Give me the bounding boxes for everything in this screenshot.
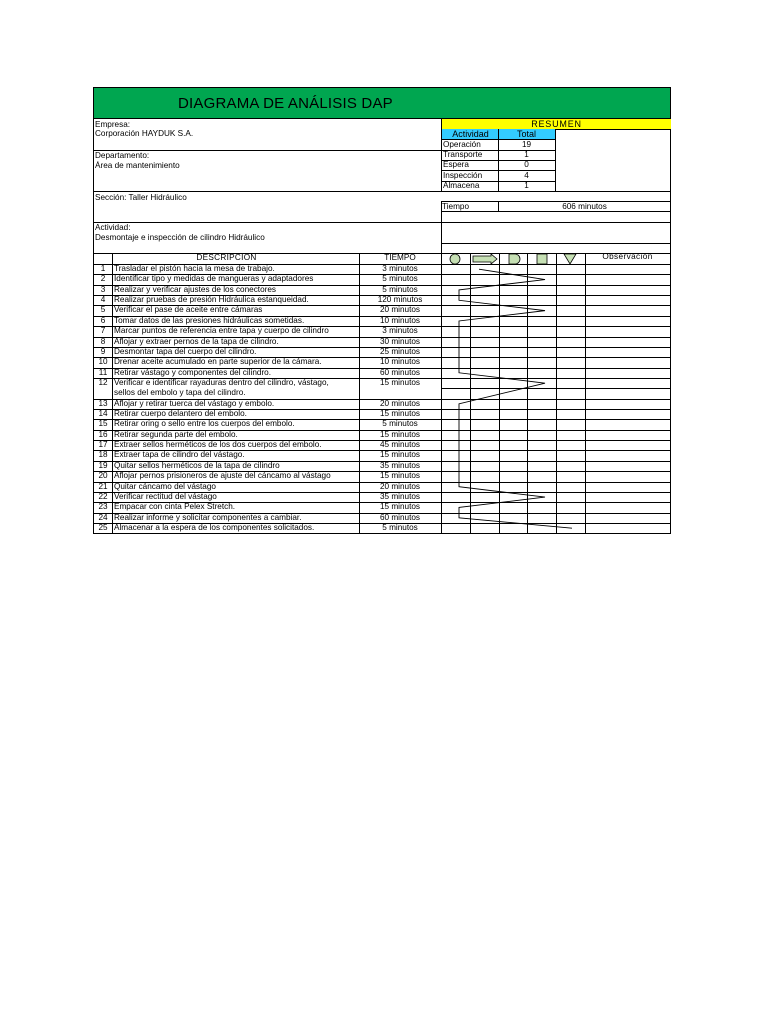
step-description: Quitar sellos herméticos de la tapa de cilindro: [114, 460, 280, 470]
step-time: 35 minutos: [379, 460, 421, 470]
step-number: 1: [100, 264, 106, 273]
step-description: Desmontar tapa del cuerpo del cilindro.: [114, 346, 257, 356]
resumen-row-name: Inspección: [443, 170, 483, 180]
step-time: 15 minutos: [379, 377, 421, 387]
resumen-row-name: Espera: [443, 160, 469, 170]
step-time: 5 minutos: [382, 523, 418, 532]
step-number: 14: [98, 409, 108, 419]
step-number: 11: [98, 367, 108, 377]
tiempo-value: 606 minutos: [562, 202, 607, 211]
step-description: Extraer tapa de cilindro del vástago.: [114, 450, 245, 460]
departamento-value: Área de mantenimiento: [95, 161, 180, 170]
step-time: 30 minutos: [379, 336, 421, 346]
step-description: Retirar cuerpo delantero del embolo.: [114, 409, 247, 419]
step-number: 19: [98, 460, 108, 470]
step-description: Quitar cáncamo del vástago: [114, 481, 216, 491]
resumen-label: RESUMEN: [531, 119, 582, 129]
empresa-label: Empresa:: [95, 120, 131, 129]
step-description: Tomar datos de las presiones hidráulicas sometidas.: [114, 315, 305, 325]
step-time: 15 minutos: [379, 429, 421, 439]
step-time: 3 minutos: [382, 264, 418, 273]
step-description: Realizar informe y solicitar componentes a cambiar.: [114, 512, 302, 522]
step-number: 17: [98, 440, 108, 450]
header-observacion: Observación: [602, 252, 653, 261]
actividad-value: Desmontaje e inspección de cilindro Hidráulico: [95, 233, 265, 242]
step-number: 5: [100, 305, 106, 315]
step-time: 5 minutos: [382, 284, 418, 294]
flow-path: [459, 269, 572, 528]
step-description: Almacenar a la espera de los componentes solicitados.: [114, 523, 315, 532]
step-description: Verificar rectitud del vástago: [114, 491, 217, 501]
step-time: 15 minutos: [379, 450, 421, 460]
step-number: 3: [100, 284, 106, 294]
step-description: Aflojar pernos prisioneros de ajuste del cáncamo al vástago: [114, 471, 331, 481]
step-description: Empacar con cinta Pelex Stretch.: [114, 502, 236, 512]
step-description: Aflojar y extraer pernos de la tapa de cilindro.: [114, 336, 279, 346]
tiempo-label: Tiempo: [442, 202, 469, 211]
step-description: Identificar tipo y medidas de mangueras y adaptadores: [114, 274, 314, 284]
dap-sheet: [93, 87, 671, 534]
empresa-value: Corporación HAYDUK S.A.: [95, 129, 194, 138]
resumen-col-actividad: Actividad: [441, 129, 500, 140]
departamento-label: Departamento:: [95, 151, 150, 160]
step-number: 7: [100, 326, 106, 336]
step-number: 13: [98, 398, 108, 408]
step-description: Verificar e identificar rayaduras dentro del cilindro, vástago,: [114, 377, 329, 387]
header-tiempo: TIEMPO: [384, 253, 416, 262]
step-description: Retirar vástago y componentes del cilindro.: [114, 367, 272, 377]
step-time: 20 minutos: [379, 398, 421, 408]
step-time: 35 minutos: [379, 491, 421, 501]
resumen-col-total: Total: [498, 129, 556, 140]
step-description: Retirar oring o sello entre los cuerpos del embolo.: [114, 419, 295, 429]
step-description: Realizar pruebas de presión Hidráulica estanqueidad.: [114, 295, 309, 305]
resumen-row-total: 19: [521, 140, 532, 149]
step-number: 10: [98, 357, 108, 367]
step-number: 20: [98, 471, 108, 481]
step-number: 22: [98, 491, 108, 501]
step-description: Extraer sellos herméticos de los dos cuerpos del embolo.: [114, 440, 322, 450]
header-descripcion: DESCRIPCIÓN: [196, 253, 257, 262]
step-description: Retirar segunda parte del embolo.: [114, 429, 238, 439]
step-description: Marcar puntos de referencia entre tapa y cuerpo de cilindro: [114, 326, 329, 336]
step-time: 25 minutos: [379, 346, 421, 356]
resumen-row-total: 1: [524, 150, 529, 160]
resumen-row-total: 0: [524, 160, 529, 170]
step-time: 45 minutos: [379, 440, 421, 450]
step-time: 20 minutos: [379, 305, 421, 315]
step-time: 5 minutos: [382, 274, 418, 284]
page-title: DIAGRAMA DE ANÁLISIS DAP: [178, 95, 393, 112]
step-number: 6: [100, 315, 106, 325]
step-number: 4: [100, 295, 106, 305]
resumen-row-name: Operación: [443, 140, 481, 149]
step-number: 18: [98, 450, 108, 460]
step-time: 10 minutos: [379, 357, 421, 367]
step-description: Realizar y verificar ajustes de los conectores: [114, 284, 276, 294]
step-number: 12: [98, 377, 108, 387]
step-number: 24: [98, 512, 108, 522]
flow-line: [94, 88, 672, 535]
resumen-row-name: Almacena: [443, 180, 480, 190]
step-time: 15 minutos: [379, 409, 421, 419]
step-description: Trasladar el pistón hacia la mesa de trabajo.: [114, 264, 275, 273]
step-time: 15 minutos: [379, 502, 421, 512]
step-time: 5 minutos: [382, 419, 418, 429]
step-number: 16: [98, 429, 108, 439]
step-number: 8: [100, 336, 106, 346]
step-number: 23: [98, 502, 108, 512]
resumen-row-total: 4: [524, 170, 529, 180]
actividad-label: Actividad:: [95, 223, 131, 232]
step-time: 20 minutos: [379, 481, 421, 491]
step-number: 25: [98, 523, 108, 532]
step-number: 15: [98, 419, 108, 429]
step-description: sellos del embolo y tapa del cilindro.: [114, 388, 246, 398]
seccion-label: Sección: Taller Hidráulico: [95, 193, 187, 202]
step-time: 15 minutos: [379, 471, 421, 481]
step-description: Drenar aceite acumulado en parte superior de la cámara.: [114, 357, 322, 367]
resumen-row-total: 1: [524, 180, 529, 190]
step-time: 120 minutos: [377, 295, 423, 305]
step-description: Aflojar y retirar tuerca del vástago y embolo.: [114, 398, 275, 408]
step-number: 21: [98, 481, 108, 491]
step-time: 60 minutos: [379, 512, 421, 522]
step-time: 10 minutos: [379, 315, 421, 325]
step-time: 60 minutos: [379, 367, 421, 377]
step-time: 3 minutos: [382, 326, 418, 336]
step-description: Verificar el pase de aceite entre cámaras: [114, 305, 263, 315]
step-number: 2: [100, 274, 106, 284]
resumen-row-name: Transporte: [443, 150, 483, 160]
step-number: 9: [100, 346, 106, 356]
